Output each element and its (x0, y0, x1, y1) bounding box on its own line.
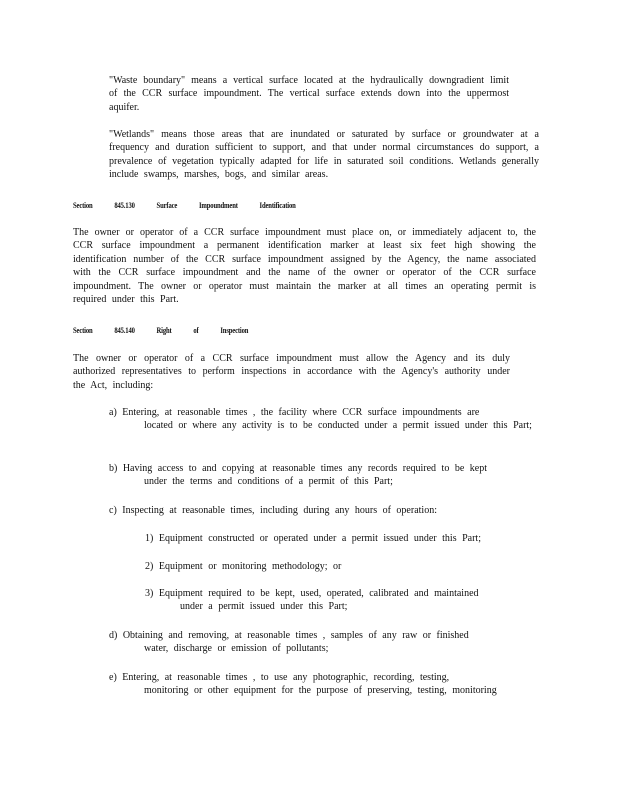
list-item-e (109, 671, 534, 698)
list-item-d-text: d) Obtaining and removing, at reasonable times , samples of any raw or finished (109, 630, 469, 641)
list-item-b (109, 462, 534, 489)
sub-item-1-text: 1) Equipment constructed or operated under a permit issued under this Part; (145, 533, 481, 544)
definition-wetlands: "Wetlands" means those areas that are inundated or saturated by surface or groundwater at a frequency and duration sufficient to support, and that under normal circumstances do support, a prevalence of vegetation typically adapted for life in saturated soil conditions. Wetlands generally include swamps, marshes, bogs, and similar areas. (109, 129, 539, 181)
sub-item-3-continuation: under a permit issued under this Part; (180, 601, 348, 613)
list-item-e-text: e) Entering, at reasonable times , to use any photographic, recording, testing, (109, 672, 450, 683)
list-item-e-continuation: monitoring or other equipment for the purpose of preserving, testing, monitoring (144, 685, 497, 697)
sub-item-1 (145, 532, 535, 545)
section-845-140-intro: The owner or operator of a CCR surface impoundment must allow the Agency and its duly authorized representatives to perform inspections in accordance with the Agency's authority under the Act, including: (73, 353, 510, 391)
sub-item-2-text: 2) Equipment or monitoring methodology; or (145, 561, 342, 572)
list-item-b-continuation: under the terms and conditions of a permit of this Part; (144, 476, 393, 488)
list-item-a-continuation: located or where any activity is to be conducted under a permit issued under this Part; (144, 420, 532, 432)
sub-item-3 (145, 587, 545, 614)
sub-item-3-text: 3) Equipment required to be kept, used, operated, calibrated and maintained (145, 588, 479, 599)
list-item-d-continuation: water, discharge or emission of pollutants; (144, 643, 329, 655)
section-845-140-heading: Section 845.140 Right of Inspection (73, 325, 249, 335)
sub-item-2 (145, 560, 535, 573)
definition-waste-boundary: "Waste boundary" means a vertical surface located at the hydraulically downgradient limit of the CCR surface impoundment. The vertical surface extends down into the uppermost aquifer. (109, 75, 509, 113)
list-item-a-text: a) Entering, at reasonable times , the facility where CCR surface impoundments are (109, 407, 480, 418)
section-845-130-body: The owner or operator of a CCR surface impoundment must place on, or immediately adjacent to, the CCR surface impoundment a permanent identification marker at least six feet high showing the identification number of the CCR surface impoundment assigned by the Agency, the name associated with the CCR surface impoundment and the name of the owner or operator of the CCR surface impoundment. The owner or operator must maintain the marker at all times an operating permit is required under this Part. (73, 227, 536, 306)
list-item-c-text: c) Inspecting at reasonable times, including during any hours of operation: (109, 505, 437, 516)
list-item-d (109, 629, 534, 656)
list-item-a (109, 406, 534, 433)
section-845-130-heading: Section 845.130 Surface Impoundment Identification (73, 200, 296, 210)
list-item-b-text: b) Having access to and copying at reasonable times any records required to be kept (109, 463, 487, 474)
list-item-c (109, 504, 534, 517)
